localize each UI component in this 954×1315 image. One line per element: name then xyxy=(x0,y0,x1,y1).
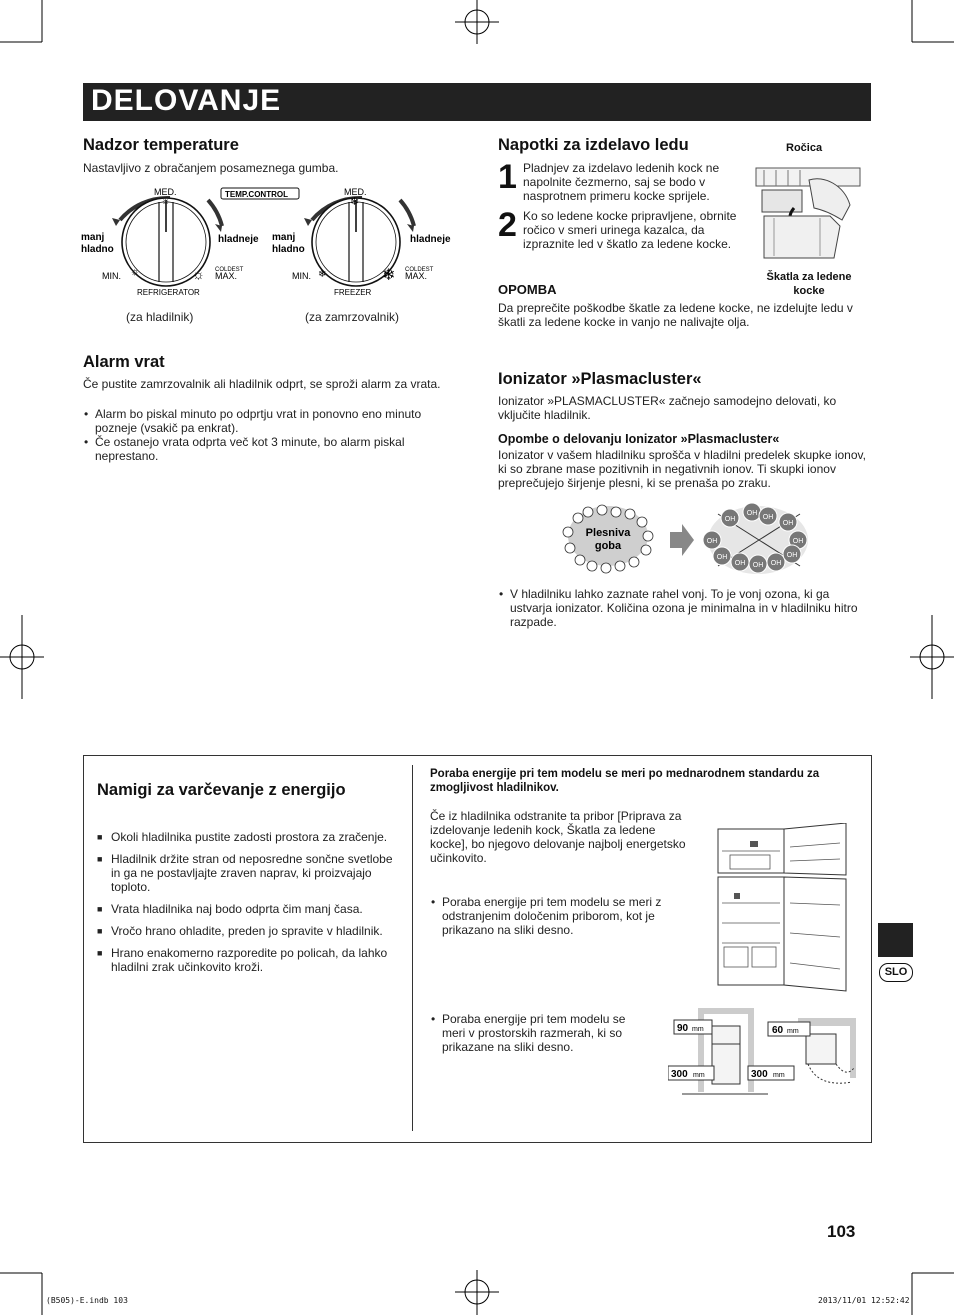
svg-text:300: 300 xyxy=(751,1069,768,1080)
ref-name-label: REFRIGERATOR xyxy=(137,288,200,297)
ref-warm-label: manj hladno xyxy=(81,232,114,255)
list-item: • V hladilniku lahko zaznate rahel vonj. To je vonj ozona, ki ga ustvarja ionizator. Količina ozona je minimalna in v hladilniku hitro razpade. xyxy=(498,587,872,629)
temperature-heading: Nadzor temperature xyxy=(83,136,239,154)
energy-bullet-2 xyxy=(430,1012,650,1054)
temperature-dials-figure xyxy=(80,180,470,302)
svg-text:OH: OH xyxy=(786,552,798,559)
refrigerator-caption: (za hladilnik) xyxy=(126,310,194,324)
ref-min-label: MIN. xyxy=(102,271,121,281)
svg-text:OH: OH xyxy=(782,520,794,527)
note-text: Da preprečite poškodbe škatle za ledene kocke, ne izdelujte ledu v škatli za ledene kocke in vanjo ne nalivajte olja. xyxy=(498,301,853,329)
ice-heading: Napotki za izdelavo ledu xyxy=(498,136,689,154)
svg-text:60: 60 xyxy=(772,1025,784,1036)
list-item: • Če ostanejo vrata odprta več kot 3 minute, bo alarm piskal neprestano. xyxy=(83,435,455,463)
list-item: ■ Hladilnik držite stran od neposredne sončne svetlobe in ga ne postavljajte zraven naprav, ki proizvajajo toploto. xyxy=(97,852,395,894)
svg-text:❄: ❄ xyxy=(318,269,327,280)
lever-label: Ročica xyxy=(786,142,823,154)
frz-min-label: MIN. xyxy=(292,271,311,281)
energy-heading: Namigi za varčevanje z energijo xyxy=(97,781,346,799)
svg-text:OH: OH xyxy=(752,562,764,569)
page-number: 103 xyxy=(827,1222,856,1241)
page-title: DELOVANJE xyxy=(91,84,282,117)
language-badge: SLO xyxy=(879,963,913,982)
alarm-list xyxy=(83,407,455,463)
svg-text:TEMP.CONTROL: TEMP.CONTROL xyxy=(225,190,288,199)
svg-text:OH: OH xyxy=(724,516,736,523)
note-heading: OPOMBA xyxy=(498,282,557,297)
section-title-bar xyxy=(83,83,871,121)
list-item: ■ Hrano enakomerno razporedite po policah, da lahko hladilni zrak učinkovito kroži. xyxy=(97,946,395,974)
ionizer-list xyxy=(498,587,872,629)
svg-text:❄: ❄ xyxy=(382,267,396,284)
freezer-caption: (za zamrzovalnik) xyxy=(305,310,400,324)
svg-text:COLDEST: COLDEST xyxy=(405,267,434,273)
ionizer-intro: Ionizator »PLASMACLUSTER« začnejo samodejno delovati, ko vključite hladilnik. xyxy=(498,394,837,422)
energy-remove-note: Če iz hladilnika odstranite ta pribor [Priprava za izdelovanje ledenih kock, Škatla za ledene kocke], bo njegovo delovanje najbolj energetsko učinkovito. xyxy=(430,809,686,865)
frz-cold-label: hladneje xyxy=(410,234,451,245)
svg-text:OH: OH xyxy=(716,554,728,561)
svg-text:☼: ☼ xyxy=(192,266,205,282)
svg-text:☼: ☼ xyxy=(130,266,141,278)
print-timestamp: 2013/11/01 12:52:42 xyxy=(818,1296,910,1305)
svg-text:mm: mm xyxy=(787,1028,799,1035)
svg-text:OH: OH xyxy=(762,514,774,521)
ionizer-heading: Ionizator »Plasmacluster« xyxy=(498,370,702,388)
ionizer-desc: Ionizator v vašem hladilniku sprošča v hladilni predelek skupke ionov, ki so zbrane mase pozitivnih in negativnih ionov. Ti skupki ionov preprečujejo širjenje plesni, ki se prenaša po zraku. xyxy=(498,448,866,490)
list-item: • Poraba energije pri tem modelu se meri z odstranjenim določenim priborom, kot je prikazano na sliki desno. xyxy=(430,895,692,937)
frz-warm-label: manj hladno xyxy=(272,232,305,255)
svg-text:MAX.: MAX. xyxy=(405,271,428,281)
plasmacluster-illustration xyxy=(558,500,814,580)
svg-text:OH: OH xyxy=(770,560,782,567)
step-number: 2 xyxy=(498,206,517,244)
clearance-dimensions-illustration xyxy=(668,1008,858,1104)
step-number: 1 xyxy=(498,158,517,196)
energy-bullet-1 xyxy=(430,895,692,937)
file-info: (B505)-E.indb 103 xyxy=(46,1296,128,1305)
list-item: ■ Okoli hladilnika pustite zadosti prostora za zračenje. xyxy=(97,830,395,844)
language-tab xyxy=(878,923,913,957)
svg-text:OH: OH xyxy=(746,510,758,517)
energy-box-divider xyxy=(412,765,413,1131)
list-item: ■ Vročo hrano ohladite, preden jo spravite v hladilnik. xyxy=(97,924,395,938)
svg-text:OH: OH xyxy=(706,538,718,545)
svg-text:goba: goba xyxy=(594,540,622,552)
svg-text:mm: mm xyxy=(693,1072,705,1079)
svg-text:OH: OH xyxy=(734,560,746,567)
svg-text:❄: ❄ xyxy=(350,196,360,208)
frz-med-label: MED. xyxy=(344,187,367,197)
alarm-intro: Če pustite zamrzovalnik ali hladilnik odprt, se sproži alarm za vrata. xyxy=(83,377,441,391)
step-text: Ko so ledene kocke pripravljene, obrnite ročico v smeri urinega kazalca, da izpraznite led v škatlo za ledene kocke. xyxy=(523,209,737,251)
ref-cold-label: hladneje xyxy=(218,234,259,245)
list-item: • Alarm bo piskal minuto po odprtju vrat in ponovno eno minuto pozneje (vsakič pa enkrat). xyxy=(83,407,455,435)
svg-text:300: 300 xyxy=(671,1069,688,1080)
svg-text:Plesniva: Plesniva xyxy=(585,527,631,539)
step-text: Pladnjev za izdelavo ledenih kock ne napolnite čezmerno, saj se bodo v nasprotnem primeru kocke sprijele. xyxy=(523,161,720,203)
oh-cluster xyxy=(703,503,808,574)
freezer-dial xyxy=(272,187,451,297)
svg-text:90: 90 xyxy=(677,1023,689,1034)
ice-maker-illustration xyxy=(754,160,864,268)
temperature-desc: Nastavljivo z obračanjem posameznega gumba. xyxy=(83,161,339,175)
svg-text:mm: mm xyxy=(692,1026,704,1033)
svg-text:mm: mm xyxy=(773,1072,785,1079)
alarm-heading: Alarm vrat xyxy=(83,353,165,371)
svg-text:MAX.: MAX. xyxy=(215,271,238,281)
svg-text:OH: OH xyxy=(792,538,804,545)
svg-text:COLDEST: COLDEST xyxy=(215,267,244,273)
refrigerator-dial xyxy=(81,187,259,297)
energy-standard-note: Poraba energije pri tem modelu se meri po mednarodnem standardu za zmogljivost hladilnikov. xyxy=(430,768,820,794)
svg-text:☼: ☼ xyxy=(161,196,171,207)
mold-cluster xyxy=(563,505,653,573)
list-item: • Poraba energije pri tem modelu se meri v prostorskih razmerah, ki so prikazane na sliki desno. xyxy=(430,1012,650,1054)
temp-control-badge xyxy=(221,188,299,199)
fridge-open-illustration xyxy=(716,823,856,995)
ionizer-subheading: Opombe o delovanju Ionizator »Plasmacluster« xyxy=(498,432,780,446)
list-item: ■ Vrata hladilnika naj bodo odprta čim manj časa. xyxy=(97,902,395,916)
ice-box-label: Škatla za ledene kocke xyxy=(766,271,852,297)
ref-med-label: MED. xyxy=(154,187,177,197)
frz-name-label: FREEZER xyxy=(334,288,372,297)
energy-tips-list xyxy=(97,830,395,982)
